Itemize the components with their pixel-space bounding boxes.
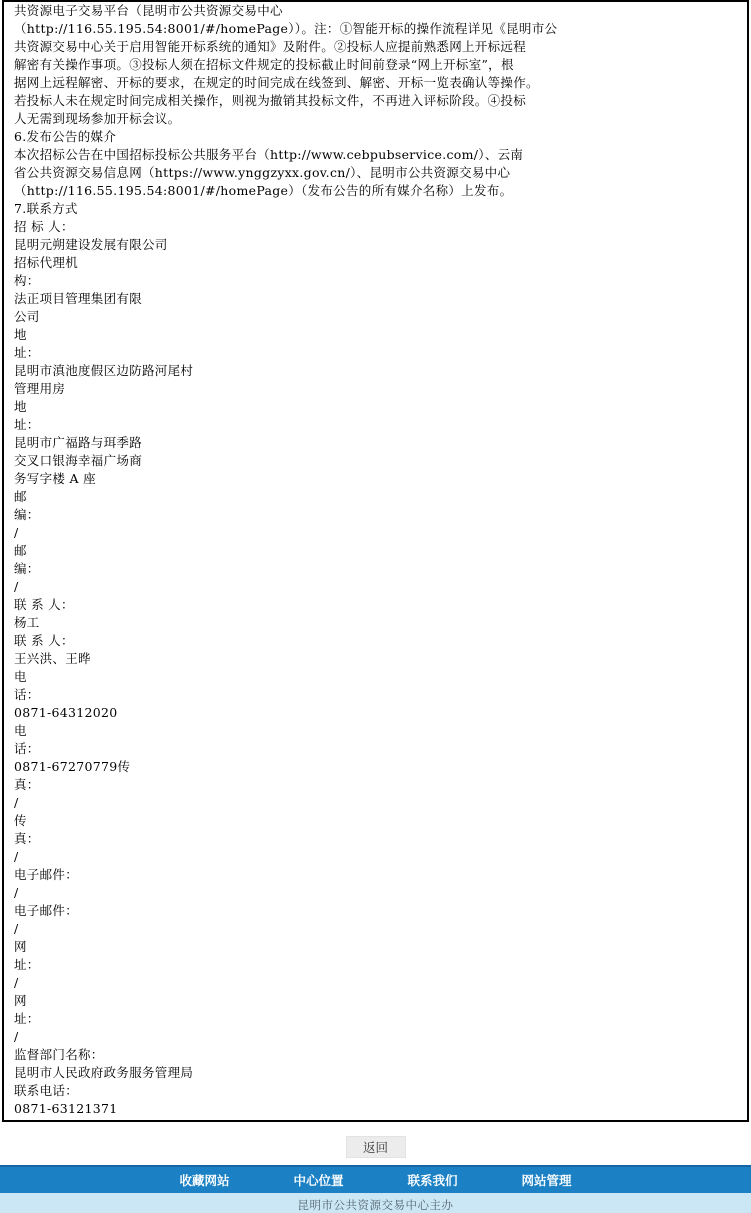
content-line: / xyxy=(14,795,19,810)
content-line: 交叉口银海幸福广场商 xyxy=(14,453,143,468)
footer-host-bar xyxy=(0,1193,751,1213)
content-line: 网 xyxy=(14,993,27,1008)
footer-nav-link[interactable]: 网站管理 xyxy=(521,1174,572,1188)
content-line: 联系电话： xyxy=(14,1083,79,1098)
content-line: 电 xyxy=(14,723,27,738)
notice-body xyxy=(2,0,749,1122)
content-line: 邮 xyxy=(14,489,27,504)
content-line: 务写字楼 A 座 xyxy=(14,471,96,486)
content-line: （http://116.55.195.54:8001/#/homePage））。注：①智能开标的操作流程详见《昆明市公 xyxy=(14,21,558,36)
content-line: 招标代理机 xyxy=(14,255,79,270)
content-line: 7.联系方式 xyxy=(14,201,78,216)
content-line: 共资源交易中心关于启用智能开标系统的通知》及附件。②投标人应提前熟悉网上开标远程 xyxy=(14,39,527,54)
content-line: 0871-63121371 xyxy=(14,1101,118,1116)
content-line: 址： xyxy=(14,1011,40,1026)
content-line: 公司 xyxy=(14,309,40,324)
content-line: 招 标 人： xyxy=(14,219,74,234)
content-line: 邮 xyxy=(14,543,27,558)
content-line: 昆明市广福路与珥季路 xyxy=(14,435,143,450)
content-line: 传 xyxy=(14,813,27,828)
button-row xyxy=(0,1136,751,1158)
content-line: 省公共资源交易信息网（https://www.ynggzyxx.gov.cn/）、昆明市公共资源交易中心 xyxy=(14,165,511,180)
content-line: 人无需到现场参加开标会议。 xyxy=(14,111,181,126)
content-line: 编： xyxy=(14,561,40,576)
content-line: / xyxy=(14,849,19,864)
content-line: 址： xyxy=(14,957,40,972)
content-line: 网 xyxy=(14,939,27,954)
content-line: 昆明元朔建设发展有限公司 xyxy=(14,237,168,252)
content-line: 0871-67270779传 xyxy=(14,759,131,774)
content-line: 电子邮件： xyxy=(14,903,79,918)
content-line: 监督部门名称： xyxy=(14,1047,104,1062)
content-line: 共资源电子交易平台（昆明市公共资源交易中心 xyxy=(14,3,283,18)
content-line: 解密有关操作事项。③投标人须在招标文件规定的投标截止时间前登录“网上开标室”，根 xyxy=(14,57,514,72)
content-line: / xyxy=(14,921,19,936)
footer-nav xyxy=(0,1165,751,1193)
content-line: 编： xyxy=(14,507,40,522)
content-line: 话： xyxy=(14,687,40,702)
content-line: / xyxy=(14,1029,19,1044)
content-line: / xyxy=(14,579,19,594)
footer-nav-link[interactable]: 联系我们 xyxy=(407,1174,458,1188)
content-line: 本次招标公告在中国招标投标公共服务平台（http://www.cebpubservice.com/）、云南 xyxy=(14,147,524,162)
content-line: 昆明市人民政府政务服务管理局 xyxy=(14,1065,194,1080)
content-line: 真： xyxy=(14,777,40,792)
content-line: 电子邮件： xyxy=(14,867,79,882)
content-line: 据网上远程解密、开标的要求，在规定的时间完成在线签到、解密、开标一览表确认等操作。 xyxy=(14,75,539,90)
content-line: / xyxy=(14,975,19,990)
content-line: 地 xyxy=(14,399,27,414)
content-line: 若投标人未在规定时间完成相关操作，则视为撤销其投标文件，不再进入评标阶段。④投标 xyxy=(14,93,527,108)
content-line: 昆明市滇池度假区边防路河尾村 xyxy=(14,363,194,378)
content-line: 0871-64312020 xyxy=(14,705,118,720)
content-line: 6.发布公告的媒介 xyxy=(14,129,117,144)
content-line: 管理用房 xyxy=(14,381,66,396)
content-line: 杨工 xyxy=(14,615,40,630)
content-line: 址： xyxy=(14,417,40,432)
content-line: 话： xyxy=(14,741,40,756)
content-line: 地 xyxy=(14,327,27,342)
content-line: 电 xyxy=(14,669,27,684)
content-line: 法正项目管理集团有限 xyxy=(14,291,143,306)
content-line: 构： xyxy=(14,273,40,288)
content-line: 址： xyxy=(14,345,40,360)
footer-host-text: 昆明市公共资源交易中心主办 xyxy=(297,1199,454,1212)
content-line: 联 系 人： xyxy=(14,597,74,612)
content-line: （http://116.55.195.54:8001/#/homePage）（发布公告的所有媒介名称）上发布。 xyxy=(14,183,513,198)
footer-nav-link[interactable]: 中心位置 xyxy=(293,1174,344,1188)
content-line: 王兴洪、王晔 xyxy=(14,651,91,666)
back-button[interactable]: 返回 xyxy=(346,1136,406,1158)
content-line: 联 系 人： xyxy=(14,633,74,648)
content-line: / xyxy=(14,885,19,900)
footer-nav-link[interactable]: 收藏网站 xyxy=(179,1174,230,1188)
content-line: / xyxy=(14,525,19,540)
content-line: 真： xyxy=(14,831,40,846)
